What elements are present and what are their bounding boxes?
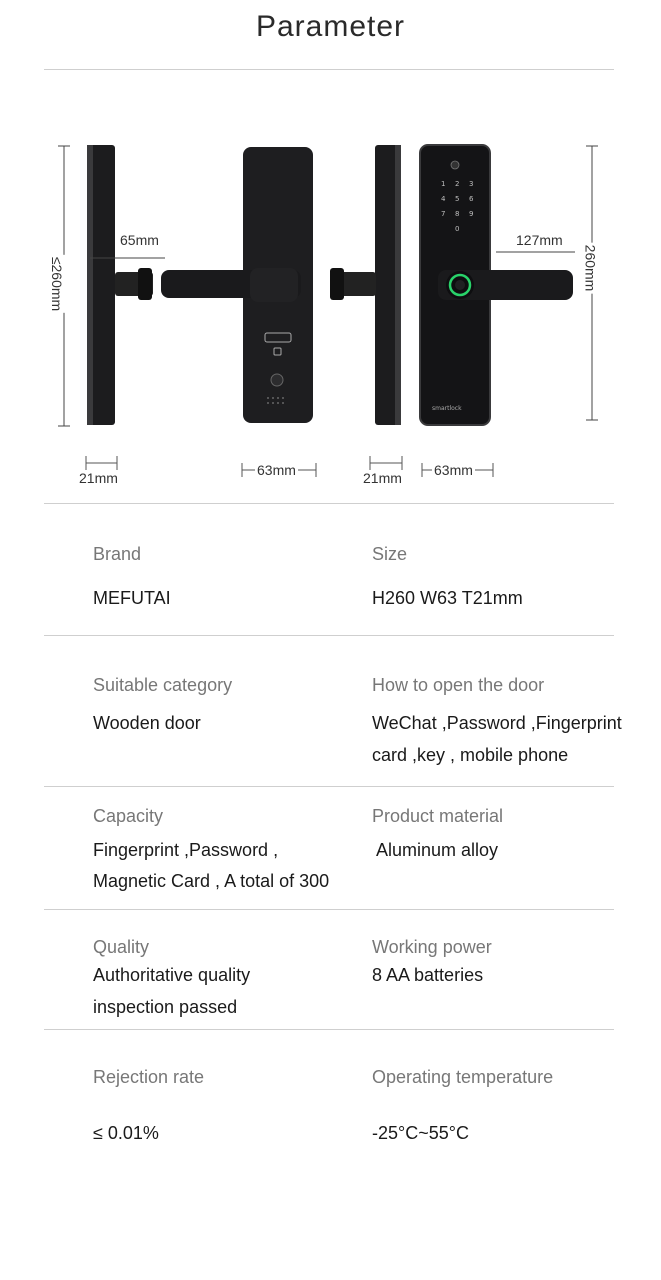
- spec-value-rejection-rate: ≤ 0.01%: [93, 1123, 159, 1143]
- lock-side-view-left: [87, 145, 153, 425]
- spec-label-rejection-rate: Rejection rate: [93, 1067, 205, 1087]
- spec-label-open-method: How to open the door: [372, 675, 545, 695]
- divider: [44, 635, 614, 636]
- spec-value-size: H260 W63 T21mm: [372, 588, 523, 608]
- keypad-key-6: 6: [469, 195, 474, 203]
- spec-value-capacity-line1: Fingerprint ,Password ,: [93, 840, 279, 860]
- spec-label-category: Suitable category: [93, 675, 233, 695]
- spec-value-power: 8 AA batteries: [372, 965, 484, 985]
- spec-value-category: Wooden door: [93, 713, 201, 733]
- height-label-left: ≤260mm: [49, 256, 66, 312]
- keypad-key-7: 7: [441, 210, 446, 218]
- spec-value-quality-line2: inspection passed: [93, 997, 238, 1017]
- handle-length-label: 127mm: [516, 232, 563, 248]
- spec-value-quality-line1: Authoritative quality: [93, 965, 251, 985]
- height-label-right: 260mm: [582, 244, 599, 292]
- divider: [44, 503, 614, 504]
- keypad-key-4: 4: [441, 195, 446, 203]
- keypad-key-8: 8: [455, 210, 460, 218]
- handle-depth-label: 65mm: [120, 232, 159, 248]
- keypad-key-0: 0: [455, 225, 460, 233]
- spec-label-power: Working power: [372, 937, 492, 957]
- spec-label-capacity: Capacity: [93, 806, 164, 826]
- divider: [44, 909, 614, 910]
- width-label-right: 63mm: [434, 462, 473, 478]
- spec-label-material: Product material: [372, 806, 504, 826]
- keypad-key-5: 5: [455, 195, 460, 203]
- thickness-label-left: 21mm: [79, 470, 118, 486]
- divider: [44, 786, 614, 787]
- spec-value-temperature: -25°C~55°C: [372, 1123, 469, 1143]
- thickness-label-right: 21mm: [363, 470, 402, 486]
- lock-illustration: [0, 0, 661, 500]
- lock-side-view-right: [330, 145, 401, 425]
- spec-label-quality: Quality: [93, 937, 150, 957]
- keypad-key-3: 3: [469, 180, 474, 188]
- keypad-key-2: 2: [455, 180, 460, 188]
- keypad-key-1: 1: [441, 180, 446, 188]
- spec-value-open-method-line2: card ,key , mobile phone: [372, 745, 569, 765]
- spec-value-open-method-line1: WeChat ,Password ,Fingerprint: [372, 713, 622, 733]
- spec-value-capacity-line2: Magnetic Card , A total of 300: [93, 871, 330, 891]
- spec-label-temperature: Operating temperature: [372, 1067, 554, 1087]
- svg-text:smartlock: smartlock: [432, 405, 462, 412]
- width-label-left: 63mm: [257, 462, 296, 478]
- page-title: Parameter: [255, 10, 406, 43]
- keypad-key-9: 9: [469, 210, 474, 218]
- spec-value-material: Aluminum alloy: [372, 840, 499, 860]
- spec-label-brand: Brand: [93, 544, 142, 564]
- lock-front-view: [161, 147, 313, 423]
- divider: [44, 1029, 614, 1030]
- spec-label-size: Size: [372, 544, 408, 564]
- spec-value-brand: MEFUTAI: [93, 588, 171, 608]
